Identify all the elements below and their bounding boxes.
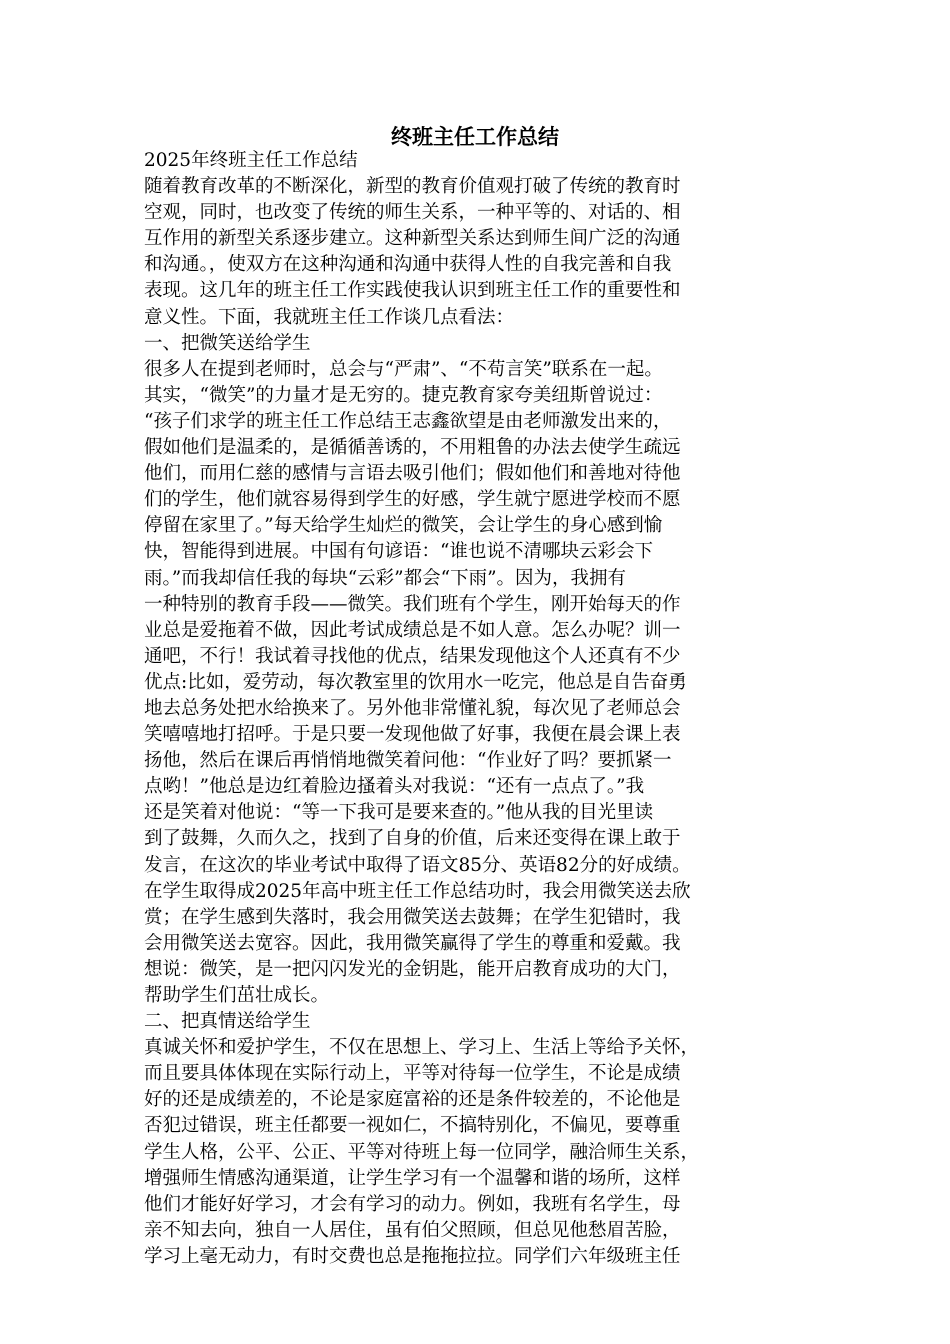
text-line: 亲不知去向，独自一人居住，虽有伯父照顾，但总见他愁眉苦脸， bbox=[144, 1219, 681, 1241]
text-line: 他们才能好好学习，才会有学习的动力。例如，我班有名学生，母 bbox=[144, 1193, 681, 1215]
text-line: 停留在家里了。”每天给学生灿烂的微笑，会让学生的身心感到愉 bbox=[144, 515, 663, 537]
text-line: 地去总务处把水给换来了。另外他非常懂礼貌，每次见了老师总会 bbox=[144, 697, 681, 719]
text-line: 学习上毫无动力，有时交费也总是拖拖拉拉。同学们六年级班主任 bbox=[144, 1245, 681, 1267]
text-line: 增强师生情感沟通渠道，让学生学习有一个温馨和谐的场所，这样 bbox=[144, 1167, 681, 1189]
text-line: 点哟！”他总是边红着脸边搔着头对我说：“还有一点点了。”我 bbox=[144, 776, 645, 798]
text-line: 在学生取得成2025年高中班主任工作总结功时，我会用微笑送去欣 bbox=[144, 880, 691, 902]
text-line: 意义性。下面，我就班主任工作谈几点看法： bbox=[144, 306, 515, 328]
text-line: 业总是爱拖着不做，因此考试成绩总是不如人意。怎么办呢？训一 bbox=[144, 619, 681, 641]
text-line: 表现。这几年的班主任工作实践使我认识到班主任工作的重要性和 bbox=[144, 280, 681, 302]
text-line: 会用微笑送去宽容。因此，我用微笑赢得了学生的尊重和爱戴。我 bbox=[144, 932, 681, 954]
text-line: 优点:比如，爱劳动，每次教室里的饮用水一吃完，他总是自告奋勇 bbox=[144, 671, 687, 693]
text-line: 扬他，然后在课后再悄悄地微笑着问他：“作业好了吗？要抓紧一 bbox=[144, 750, 672, 772]
text-line: 否犯过错误，班主任都要一视如仁，不搞特别化，不偏见，要尊重 bbox=[144, 1115, 681, 1137]
text-line: 发言，在这次的毕业考试中取得了语文85分、英语82分的好成绩。 bbox=[144, 854, 691, 876]
text-line: 雨。”而我却信任我的每块“云彩”都会“下雨”。因为，我拥有 bbox=[144, 567, 627, 589]
text-line: 真诚关怀和爱护学生，不仅在思想上、学习上、生活上等给予关怀， bbox=[144, 1037, 700, 1059]
text-line: 二、把真情送给学生 bbox=[144, 1011, 311, 1033]
text-line: 到了鼓舞，久而久之，找到了自身的价值，后来还变得在课上敢于 bbox=[144, 828, 681, 850]
text-line: 学生人格，公平、公正、平等对待班上每一位同学，融洽师生关系， bbox=[144, 1141, 700, 1163]
text-line: 好的还是成绩差的，不论是家庭富裕的还是条件较差的，不论他是 bbox=[144, 1089, 681, 1111]
text-line: 而且要具体体现在实际行动上，平等对待每一位学生，不论是成绩 bbox=[144, 1063, 681, 1085]
text-line: 笑嘻嘻地打招呼。于是只要一发现他做了好事，我便在晨会课上表 bbox=[144, 724, 681, 746]
text-line: 通吧，不行！我试着寻找他的优点，结果发现他这个人还真有不少 bbox=[144, 645, 681, 667]
text-line: 快，智能得到进展。中国有句谚语：“谁也说不清哪块云彩会下 bbox=[144, 541, 653, 563]
text-line: “孩子们求学的班主任工作总结王志鑫欲望是由老师激发出来的， bbox=[144, 410, 672, 432]
text-line: 帮助学生们茁壮成长。 bbox=[144, 985, 330, 1006]
text-line: 随着教育改革的不断深化，新型的教育价值观打破了传统的教育时 bbox=[144, 176, 681, 198]
text-line: 想说：微笑，是一把闪闪发光的金钥匙，能开启教育成功的大门， bbox=[144, 958, 681, 980]
text-line: 他们，而用仁慈的感情与言语去吸引他们；假如他们和善地对待他 bbox=[144, 463, 681, 485]
text-line: 很多人在提到老师时，总会与“严肃”、“不苟言笑”联系在一起。 bbox=[144, 358, 663, 380]
text-line: 一、把微笑送给学生 bbox=[144, 332, 311, 354]
text-line: 赏；在学生感到失落时，我会用微笑送去鼓舞；在学生犯错时，我 bbox=[144, 906, 681, 928]
text-line: 2025年终班主任工作总结 bbox=[144, 150, 358, 171]
text-line: 空观，同时，也改变了传统的师生关系，一种平等的、对话的、相 bbox=[144, 202, 681, 224]
text-line: 们的学生，他们就容易得到学生的好感，学生就宁愿进学校而不愿 bbox=[144, 489, 681, 511]
document-body bbox=[144, 148, 806, 1270]
document-title: 终班主任工作总结 bbox=[391, 124, 559, 149]
text-line: 其实，“微笑”的力量才是无穷的。捷克教育家夸美纽斯曾说过： bbox=[144, 384, 663, 406]
text-line: 假如他们是温柔的，是循循善诱的，不用粗鲁的办法去使学生疏远 bbox=[144, 437, 681, 459]
text-line: 还是笑着对他说：“等一下我可是要来查的。”他从我的目光里读 bbox=[144, 802, 654, 824]
text-line: 互作用的新型关系逐步建立。这种新型关系达到师生间广泛的沟通 bbox=[144, 228, 681, 250]
text-line: 和沟通。，使双方在这种沟通和沟通中获得人性的自我完善和自我 bbox=[144, 254, 672, 276]
text-line: 一种特别的教育手段——微笑。我们班有个学生，刚开始每天的作 bbox=[144, 593, 681, 615]
